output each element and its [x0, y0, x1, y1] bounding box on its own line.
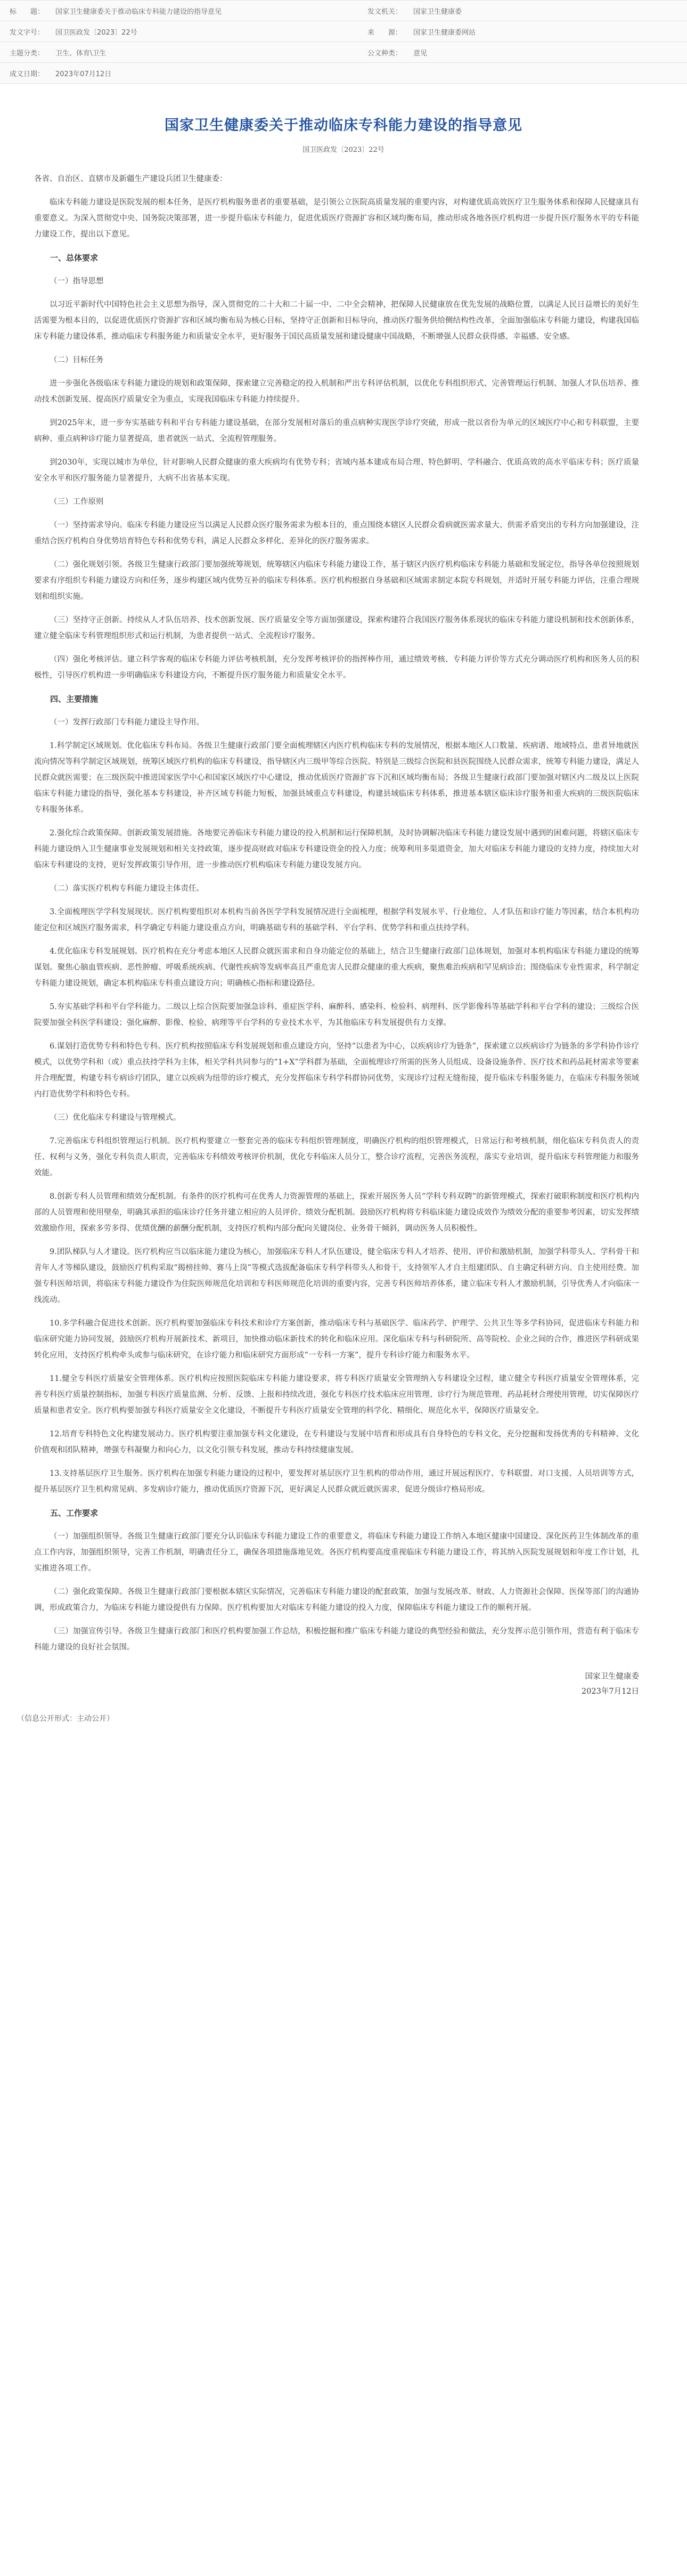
body-paragraph: 8.创新专科人员管理和绩效分配机制。有条件的医疗机构可在优秀人力资源管理的基础上，探索开展医务人员“学科专科双聘”的新管理模式，探索打破职称制度和医疗机构内部的人员管理和使用壁垒，明确其承担的临床诊疗任务并建立相应的人员评价、绩效分配机制。鼓励医疗机构将专科临床能力建设成效作为绩效分配的重要参考因素，切实发挥绩效激励作用，探索多劳多得、优绩优酬的薪酬分配机制，支持医疗机构内部分配向关键岗位、业务骨干倾斜，调动医务人员积极性。	[34, 1192, 639, 1233]
body-paragraph: （二）强化政策保障。各级卫生健康行政部门要根据本辖区实际情况，完善临床专科能力建设的配套政策，加强与发展改革、财政、人力资源社会保障、医保等部门的沟通协调，形成政策合力，为临床专科能力建设提供有力保障。医疗机构要加大对临床专科能力建设的投入力度，保障临床专科能力建设工作的顺利开展。	[34, 1588, 639, 1612]
metadata-label-doc-type: 公文种类：	[367, 49, 403, 58]
metadata-cell	[0, 42, 330, 62]
metadata-label-category: 主题分类：	[10, 49, 45, 58]
body-paragraph: （二）强化规划引领。各级卫生健康行政部门要加强统筹规划，统筹辖区内临床专科能力建设工作，基于辖区内医疗机构临床专科能力基础和发展定位，指导各单位按照规划要求有序组织专科能力建设方向和任务，逐步构建区域内优势互补的临床专科体系。医疗机构根据自身基础和区域需求制定本院专科规划，并适时开展专科能力评估，注重合理规划和组织实施。	[34, 560, 639, 601]
signature-org: 国家卫生健康委	[585, 1672, 639, 1681]
subsection-heading: （一）发挥行政部门专科能力建设主导作用。	[50, 718, 204, 727]
metadata-value-title: 国家卫生健康委关于推动临床专科能力建设的指导意见	[55, 7, 222, 16]
metadata-value-category: 卫生、体育\卫生	[55, 49, 107, 58]
metadata-value-source: 国家卫生健康委网站	[413, 28, 476, 37]
body-paragraph: 7.完善临床专科组织管理运行机制。医疗机构要建立一整套完善的临床专科组织管理制度，明确医疗机构的组织管理模式，日常运行和考核机制，细化临床专科负责人的责任、权利与义务，强化专科负责人职责，完善临床专科绩效考核评价机制，优化专科临床人员分工，整合诊疗流程，完善医务流程，落实专业培训，提升临床专科管理能力和服务效能。	[34, 1137, 639, 1177]
body-paragraph: （三）坚持守正创新。持续从人才队伍培养、技术创新发展、医疗质量安全等方面加强建设，探索构建符合我国医疗服务体系现状的临床专科能力建设机制和技术创新体系，建立健全临床专科管理组织形式和运行机制，为患者提供一站式、全流程诊疗服务。	[34, 616, 639, 640]
metadata-label-issuer: 发文机关：	[367, 7, 403, 16]
body-paragraph: 12.培育专科特色文化构建发展动力。医疗机构要注重加强专科文化建设，在专科建设与发展中培育和形成具有自身特色的专科文化，充分挖掘和发扬优秀的专科精神、文化价值观和团队精神，增强专科凝聚力和向心力，以文化引领专科发展，推动专科持续健康发展。	[34, 1430, 639, 1454]
metadata-value-date: 2023年07月12日	[55, 70, 112, 78]
subsection-heading: （一）指导思想	[50, 277, 104, 286]
metadata-value-issuer: 国家卫生健康委	[413, 7, 462, 16]
metadata-label-source: 来 源：	[367, 28, 403, 37]
body-paragraph: （四）强化考核评估。建立科学客观的临床专科能力评估考核机制，充分发挥考核评价的指挥棒作用，通过绩效考核、专科能力评价等方式充分调动医疗机构和医务人员的积极性，引导医疗机构进一步明确临床专科建设方向，不断提升医疗服务能力和质量安全水平。	[34, 655, 639, 680]
subsection-heading: （三）工作原则	[50, 498, 104, 506]
section-heading: 一、总体要求	[50, 253, 99, 263]
disclosure-note: （信息公开形式：主动公开）	[17, 1714, 114, 1723]
metadata-label-date: 成文日期：	[10, 70, 45, 78]
salutation: 各省、自治区、直辖市及新疆生产建设兵团卫生健康委：	[34, 175, 227, 183]
body-sections	[34, 250, 639, 1655]
body-paragraph: 9.团队梯队与人才建设。医疗机构应当以临床能力建设为核心，加强临床专科人才队伍建设，健全临床专科人才培养、使用、评价和激励机制，加强学科带头人、学科骨干和青年人才等梯队建设，鼓励医疗机构采取“揭榜挂帅、赛马上岗”等模式选拔配备临床专科学科带头人和骨干，支持领军人才自主组建团队、自主确定科研方向、自主使用经费。加强专科医师培训，将临床专科能力建设作为住院医师规范化培训和专科医师规范化培训的重要内容，完善专科医师培养体系，建立临床专科人才激励机制，引导优秀人才向临床一线流动。	[34, 1248, 639, 1304]
body-paragraph: 13.支持基层医疗卫生服务。医疗机构在加强专科能力建设的过程中，要发挥对基层医疗卫生机构的带动作用，通过开展远程医疗、专科联盟、对口支援、人员培训等方式，提升基层医疗卫生机构常见病、多发病诊疗能力，推动优质医疗资源下沉，更好满足人民群众就近就医需求，促进分级诊疗格局形成。	[34, 1469, 639, 1494]
body-paragraph: 到2030年，实现以城市为单位，针对影响人民群众健康的重大疾病均有优势专科；省域内基本建成布局合理、特色鲜明、学科融合、优质高效的高水平临床专科；医疗质量安全水平和医疗服务能力显著提升，大病不出省基本实现。	[34, 458, 639, 483]
body-paragraph: 6.谋划打造优势专科和特色专科。医疗机构按照临床专科发展规划和重点建设方向，坚持“以患者为中心，以疾病诊疗为链条”，探索建立以疾病诊疗为链条的多学科协作诊疗模式，以优势学科和（或）重点扶持学科为主体，相关学科共同参与的“1+X”学科群为基础，全面梳理诊疗所需的医务人员组成、设备设施条件、医疗技术和药品耗材需求等要素并合理配置，构建专科专病诊疗团队，建立以疾病为纽带的诊疗模式，充分发挥临床专科学科群协同优势，实现诊疗过程无缝衔接，提升临床专科服务能力，在临床专科服务领域内打造优势学科和特色专科。	[34, 1042, 639, 1099]
metadata-cell	[0, 63, 687, 83]
metadata-cell	[330, 1, 687, 21]
body-paragraph: 4.优化临床专科发展规划。医疗机构在充分考虑本地区人民群众就医需求和自身功能定位的基础上，结合卫生健康行政部门总体规划，加强对本机构临床专科能力建设的统筹谋划。聚焦心脑血管疾病、恶性肿瘤、呼吸系统疾病、代谢性疾病等发病率高且严重危害人民群众健康的重大疾病，聚焦难治疾病和罕见病诊治；围绕临床专业性需求，科学制定专科能力建设规划，确定本机构临床专科重点建设方向；明确核心指标和建设路径。	[34, 947, 639, 988]
body-paragraph: （一）坚持需求导向。临床专科能力建设应当以满足人民群众医疗服务需求为根本目的，重点围绕本辖区人民群众看病就医需求量大、供需矛盾突出的专科方向加强建设，注重结合医疗机构自身优势培育特色专科和优势专科，满足人民群众多样化、差异化的医疗服务需求。	[34, 521, 639, 546]
metadata-row	[0, 42, 687, 63]
metadata-table	[0, 0, 687, 84]
metadata-row	[0, 1, 687, 21]
body-paragraph: （一）加强组织领导。各级卫生健康行政部门要充分认识临床专科能力建设工作的重要意义，将临床专科能力建设工作纳入本地区健康中国建设、深化医药卫生体制改革的重点工作内容，加强组织领导，完善工作机制，明确责任分工，确保各项措施落地见效。各医疗机构要高度重视临床专科能力建设工作，将其纳入医院发展规划和年度工作计划，扎实推进各项工作。	[34, 1532, 639, 1573]
metadata-value-doc-number: 国卫医政发〔2023〕22号	[55, 28, 137, 37]
body-paragraph: （三）加强宣传引导。各级卫生健康行政部门和医疗机构要加强工作总结，积极挖掘和推广临床专科能力建设的典型经验和做法，充分发挥示范引领作用，营造有利于临床专科能力建设的良好社会氛围。	[34, 1627, 639, 1652]
body-paragraph: 3.全面梳理医学学科发展现状。医疗机构要组织对本机构当前各医学学科发展情况进行全面梳理，根据学科发展水平、行业地位、人才队伍和诊疗能力等因素，结合本机构功能定位和区域医疗服务需求，科学确定专科能力建设重点方向，明确基础专科的基础学科、平台学科、优势学科和重点扶持学科。	[34, 908, 639, 932]
body-paragraph: 1.科学制定区域规划。优化临床专科布局。各级卫生健康行政部门要全面梳理辖区内医疗机构临床专科的发展情况，根据本地区人口数量、疾病谱、地域特点、患者异地就医流向情况等科学制定区域规划，统筹区域医疗机构的临床专科建设，指导辖区内三级甲等综合医院、特别是三级综合医院和县医院围绕人民群众需求，统筹专科能力建设，满足人民群众就医需要；在三级医院中推进国家医学中心和国家区域医疗中心建设，推动优质医疗资源扩容下沉和区域均衡布局；各级卫生健康行政部门要加强对辖区内二级及以上医院临床专科能力建设的指导，强化基本专科建设，补齐区域专科能力短板，加强县域重点专科建设，构建县域临床专科体系，推进基本辖区临床诊疗服务和重大疾病的三级医院临床专科服务体系。	[34, 742, 639, 814]
body-paragraph: 2.强化综合政策保障。创新政策发展措施。各地要完善临床专科能力建设的投入机制和运行保障机制，及时协调解决临床专科能力建设发展中遇到的困难问题，将辖区临床专科能力建设纳入卫生健康事业发展规划和相关支持政策，逐步提高财政对临床专科建设资金的投入力度；统筹利用多渠道资金，加大对临床专科能力建设的支持力度，持续加大对临床专科建设的支持，更好发挥政策引导作用，进一步推动医疗机构临床专科能力建设发展方向。	[34, 829, 639, 869]
body-paragraph: 10.多学科融合促进技术创新。医疗机构要加强临床专科技术和诊疗方案创新，推动临床专科与基础医学、临床药学、护理学、公共卫生等多学科协同，促进临床专科能力和临床研究能力协同发展，鼓励医疗机构开展新技术、新项目，加快推动临床新技术的转化和临床应用。深化临床专科与科研院所、高等院校、企业之间的合作，推进医学科研成果转化应用，支持医疗机构牵头或参与临床研究，在诊疗能力和临床研究方面形成“一专科一方案”，提升专科诊疗能力和服务水平。	[34, 1319, 639, 1360]
document-number: 国卫医政发〔2023〕22号	[302, 146, 385, 154]
body-paragraph: 进一步强化各级临床专科能力建设的规划和政策保障，探索建立完善稳定的投入机制和严出专科评估机制，以优化专科组织形式、完善管理运行机制、加强人才队伍培养、推动技术创新发展、提高医疗质量安全为重点，实现我国临床专科能力持续提升。	[34, 379, 639, 404]
subsection-heading: （二）目标任务	[50, 356, 104, 364]
section-heading: 五、工作要求	[50, 1508, 99, 1518]
metadata-label-doc-number: 发文字号：	[10, 28, 45, 37]
section-heading: 四、主要措施	[50, 694, 99, 704]
metadata-cell	[0, 1, 330, 21]
signature-date: 2023年7月12日	[581, 1687, 639, 1696]
metadata-cell	[330, 21, 687, 42]
body-paragraph: 到2025年末，进一步夯实基础专科和平台专科能力建设基础，在部分发展相对落后的重点病种实现医学诊疗突破，形成一批以省份为单元的区域医疗中心和专科联盟，主要病种、重点病种诊疗能力显著提高，患者就医一站式、全流程管理服务。	[34, 419, 639, 443]
metadata-row	[0, 21, 687, 42]
subsection-heading: （三）优化临床专科建设与管理模式。	[50, 1114, 181, 1122]
metadata-cell	[0, 21, 330, 42]
document-body	[0, 171, 687, 1699]
document-title: 国家卫生健康委关于推动临床专科能力建设的指导意见	[165, 117, 522, 134]
metadata-label-title: 标 题：	[10, 7, 45, 16]
metadata-value-doc-type: 意见	[413, 49, 428, 58]
intro-paragraph: 临床专科能力建设是医院发展的根本任务，是医疗机构服务患者的重要基础，是引领公立医院高质量发展的重要内容，对构建优质高效医疗卫生服务体系和保障人民健康具有重要意义。为深入贯彻党中央、国务院决策部署，进一步提升临床专科能力，促进优质医疗资源扩容和区域均衡布局，推动形成各地各医疗机构进一步提升医疗服务水平的专科能力建设工作，提出以下意见。	[34, 198, 639, 239]
metadata-row	[0, 63, 687, 84]
signature-block	[34, 1669, 639, 1699]
subsection-heading: （二）落实医疗机构专科能力建设主体责任。	[50, 884, 204, 893]
body-paragraph: 5.夯实基础学科和平台学科能力。二级以上综合医院要加强急诊科、重症医学科、麻醉科、感染科、检验科、病理科、医学影像科等基础学科和平台学科的建设；三级综合医院要加强全科医学科建设；强化麻醉、影像、检验、病理等平台学科的专业技术水平，为其他临床专科发展提供有力支撑。	[34, 1003, 639, 1027]
metadata-cell	[330, 42, 687, 62]
body-paragraph: 以习近平新时代中国特色社会主义思想为指导，深入贯彻党的二十大和二十届一中、二中全会精神，把保障人民健康放在优先发展的战略位置，以满足人民日益增长的美好生活需要为根本目的，以促进优质医疗资源扩容和区域均衡布局为核心目标，坚持守正创新和目标导向，推动医疗服务供给侧结构性改革，全面加强临床专科能力建设，构建我国临床专科能力建设体系，推动临床专科服务能力和质量安全水平，更好服务于国民高质量发展和建设健康中国战略，不断增强人民群众获得感、幸福感、安全感。	[34, 300, 639, 341]
body-paragraph: 11.健全专科医疗质量安全管理体系。医疗机构应按照医院临床专科能力建设要求，将专科医疗质量安全管理纳入专科建设全过程，建立健全专科医疗质量安全管理体系，完善专科医疗质量控制指标，加强专科医疗质量监测、分析、反馈、上报和持续改进，强化专科医疗技术临床应用管理、诊疗行为规范管理、药品耗材合理使用管理，切实保障医疗质量和患者安全。医疗机构要加强专科医疗质量安全文化建设，不断提升专科医疗质量安全管理的科学化、精细化、规范化水平，保障医疗质量安全。	[34, 1375, 639, 1415]
